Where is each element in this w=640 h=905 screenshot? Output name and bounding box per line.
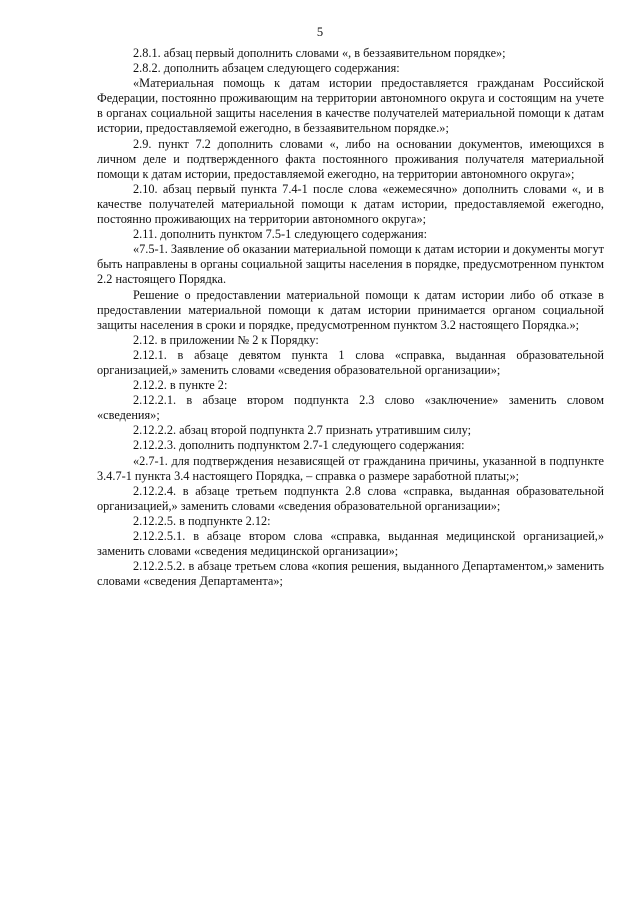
document-body	[97, 46, 604, 589]
quoted-paragraph-material-aid: «Материальная помощь к датам истории предоставляется гражданам Российской Федерации, постоянно проживающим на территории автономного округа и состоящим на учете в органах социальной защиты населения в качестве получателей материальной помощи к датам истории, предоставляемой ежегодно, в беззаявительном порядке.»;	[97, 76, 604, 136]
quoted-paragraph-decision: Решение о предоставлении материальной помощи к датам истории либо об отказе в предоставлении материальной помощи к датам истории принимается органом социальной защиты населения в сроки и порядке, предусмотренном пунктом 3.2 настоящего Порядка.»;	[97, 287, 604, 332]
paragraph-2-12-2: 2.12.2. в пункте 2:	[133, 378, 228, 393]
paragraph-2-12-2-5: 2.12.2.5. в подпункте 2.12:	[133, 513, 271, 528]
quoted-paragraph-7-5-1: «7.5-1. Заявление об оказании материальной помощи к датам истории и документы могут быть направлены в органы социальной защиты населения в порядке, предусмотренном пунктом 2.2 настоящего Порядка.	[97, 242, 604, 287]
paragraph-2-11: 2.11. дополнить пунктом 7.5-1 следующего содержания:	[133, 227, 428, 242]
paragraph-2-12-2-2: 2.12.2.2. абзац второй подпункта 2.7 признать утратившим силу;	[133, 423, 472, 438]
paragraph-2-12-2-4: 2.12.2.4. в абзаце третьем подпункта 2.8 слова «справка, выданная образовательной организацией,» заменить словами «сведения образовательной организации»;	[97, 483, 604, 513]
paragraph-2-8-1: 2.8.1. абзац первый дополнить словами «, в беззаявительном порядке»;	[133, 46, 506, 60]
paragraph-2-10: 2.10. абзац первый пункта 7.4-1 после слова «ежемесячно» дополнить словами «, и в качестве получателей материальной помощи к датам истории, предоставляемой ежегодно, постоянно проживающих на территории автономного округа»;	[97, 181, 604, 227]
paragraph-2-8-2: 2.8.2. дополнить абзацем следующего содержания:	[133, 61, 400, 76]
paragraph-2-12-1: 2.12.1. в абзаце девятом пункта 1 слова «справка, выданная образовательной организацией,» заменить словами «сведения образовательной организации»;	[97, 347, 604, 377]
page-number: 5	[316, 25, 324, 39]
paragraph-2-12-2-3: 2.12.2.3. дополнить подпунктом 2.7-1 следующего содержания:	[133, 438, 465, 453]
paragraph-2-9: 2.9. пункт 7.2 дополнить словами «, либо на основании документов, имеющихся в личном деле и подтвержденного факта постоянного проживания получателя материальной помощи к датам истории, предоставляемой ежегодно, на территории автономного округа»;	[97, 136, 604, 181]
paragraph-2-12: 2.12. в приложении № 2 к Порядку:	[133, 332, 319, 347]
paragraph-2-12-2-5-1: 2.12.2.5.1. в абзаце втором слова «справка, выданная медицинской организацией,» заменить словами «сведения медицинской организации»;	[97, 529, 604, 559]
quoted-paragraph-2-7-1: «2.7-1. для подтверждения независящей от гражданина причины, указанной в подпункте 3.4.7-1 пункта 3.4 настоящего Порядка, – справка о размере заработной платы;»;	[97, 453, 604, 483]
paragraph-2-12-2-1: 2.12.2.1. в абзаце втором подпункта 2.3 слово «заключение» заменить словом «сведения»;	[97, 393, 604, 423]
paragraph-2-12-2-5-2: 2.12.2.5.2. в абзаце третьем слова «копия решения, выданного Департаментом,» заменить словами «сведения Департамента»;	[97, 559, 604, 589]
